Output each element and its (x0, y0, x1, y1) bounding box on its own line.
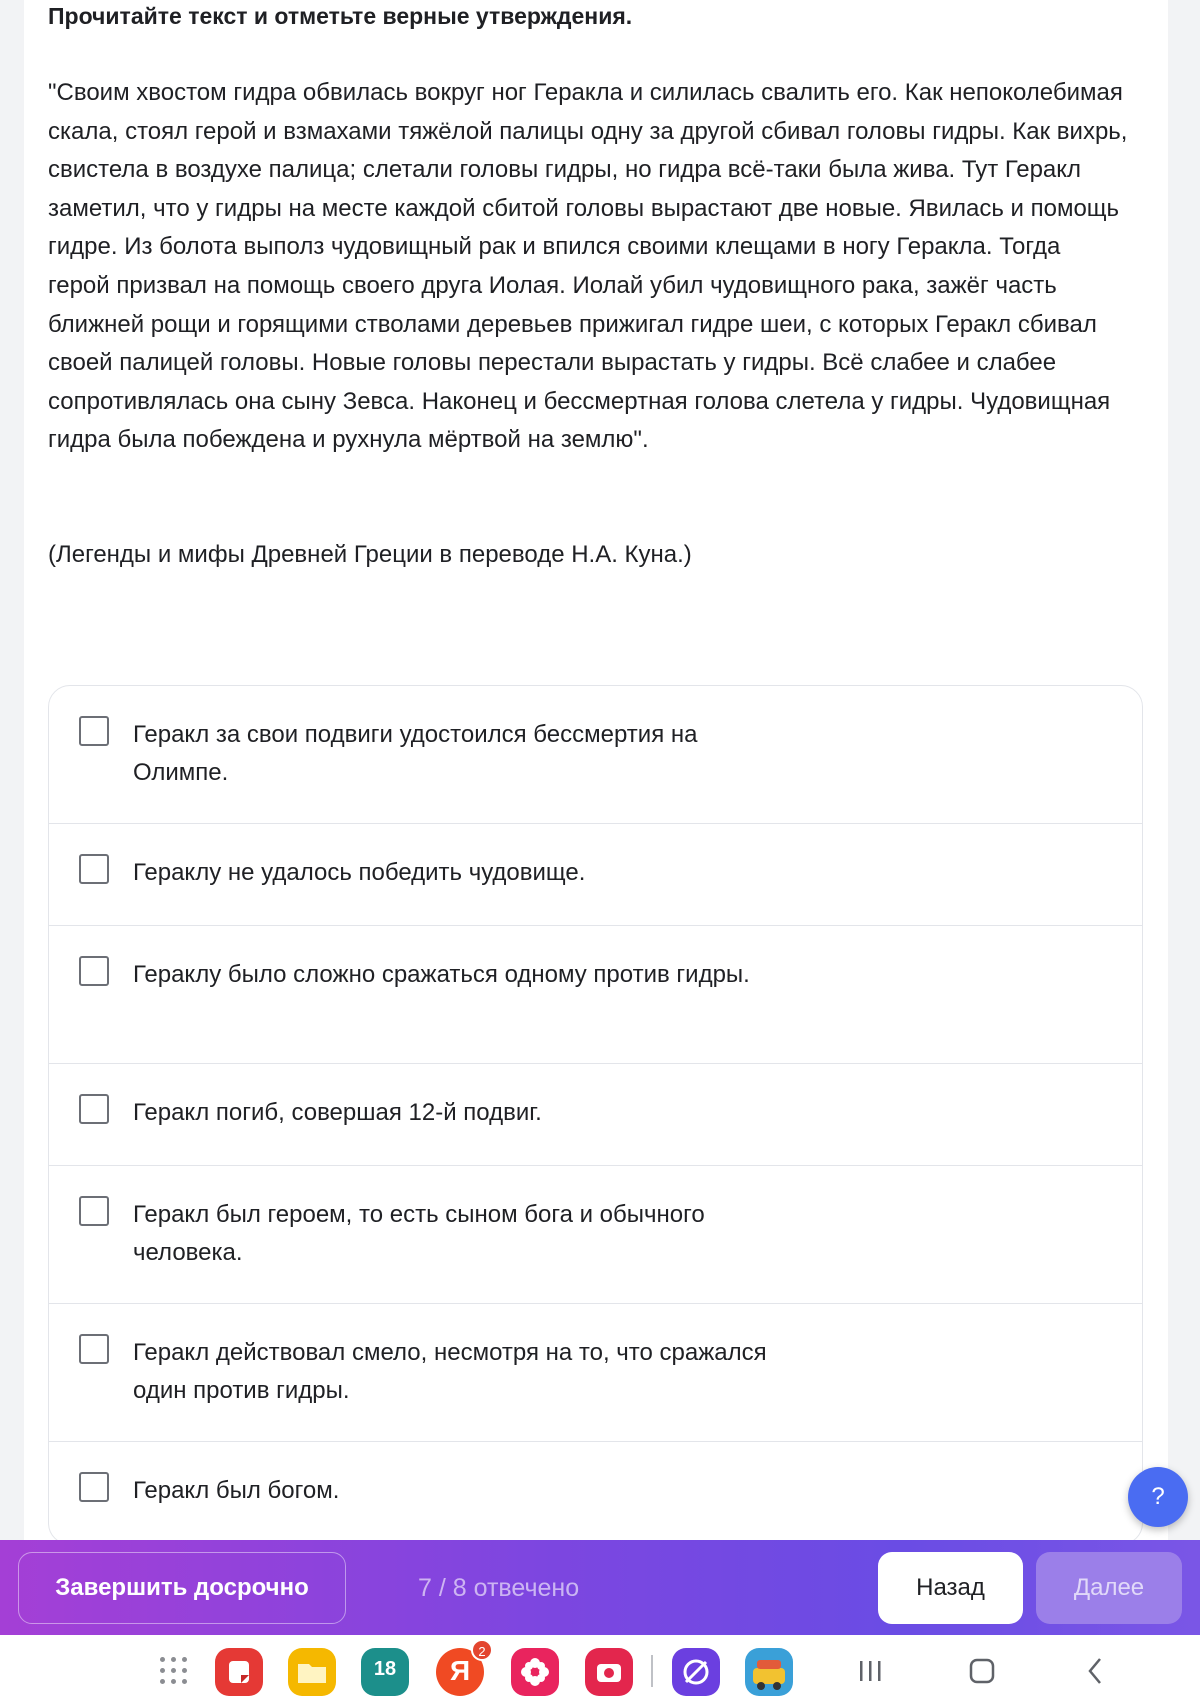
calendar-date: 18 (373, 1658, 397, 1680)
option-label: Геракл был героем, то есть сыном бога и обычного человека. (133, 1201, 705, 1266)
browser-app-icon[interactable] (672, 1648, 720, 1696)
finish-early-button[interactable]: Завершить досрочно (18, 1552, 346, 1624)
calendar-app-icon[interactable] (361, 1648, 409, 1696)
back-icon[interactable] (1078, 1653, 1114, 1689)
game-app-icon[interactable] (745, 1648, 793, 1696)
option-item[interactable] (49, 686, 1142, 824)
notes-app-icon[interactable] (215, 1648, 263, 1696)
option-item[interactable] (49, 926, 1142, 1064)
progress-counter: 7 / 8 отвечено (418, 1574, 580, 1602)
yandex-letter: Я (449, 1655, 471, 1686)
option-item[interactable] (49, 1064, 1142, 1166)
recents-icon[interactable] (852, 1653, 888, 1689)
checkbox[interactable] (79, 1196, 109, 1226)
next-button[interactable]: Далее (1036, 1552, 1182, 1624)
home-icon[interactable] (964, 1653, 1000, 1689)
checkbox[interactable] (79, 1094, 109, 1124)
option-item[interactable] (49, 1166, 1142, 1304)
option-item[interactable] (49, 1304, 1142, 1442)
help-button[interactable]: ? (1128, 1467, 1188, 1527)
option-label: Гераклу было сложно сражаться одному против гидры. (133, 961, 750, 988)
bottom-action-bar (0, 1540, 1200, 1635)
dock-separator (651, 1655, 653, 1687)
checkbox[interactable] (79, 854, 109, 884)
files-app-icon[interactable] (288, 1648, 336, 1696)
flower-app-icon[interactable] (511, 1648, 559, 1696)
checkbox[interactable] (79, 1472, 109, 1502)
camera-app-icon[interactable] (585, 1648, 633, 1696)
option-label: Геракл за свои подвиги удостоился бессмертия на Олимпе. (133, 721, 698, 786)
checkbox[interactable] (79, 1334, 109, 1364)
option-label: Геракл действовал смело, несмотря на то, что сражался один против гидры. (133, 1339, 767, 1404)
option-label: Гераклу не удалось победить чудовище. (133, 859, 586, 886)
back-button[interactable]: Назад (878, 1552, 1023, 1624)
option-item[interactable] (49, 824, 1142, 926)
option-label: Геракл был богом. (133, 1477, 340, 1504)
app-grid-icon[interactable] (160, 1657, 188, 1685)
option-item[interactable] (49, 1442, 1142, 1544)
option-label: Геракл погиб, совершая 12-й подвиг. (133, 1099, 542, 1126)
checkbox[interactable] (79, 956, 109, 986)
system-nav-bar (0, 1635, 1200, 1706)
options-list (48, 685, 1143, 1545)
notification-badge: 2 (471, 1639, 493, 1661)
task-title: Прочитайте текст и отметьте верные утверждения. (48, 3, 633, 29)
passage-text: "Своим хвостом гидра обвилась вокруг ног Геракла и силилась свалить его. Как непоколебимая скала, стоял герой и взмахами тяжёлой палицы одну за другой сбивал головы гидры. Как вихрь, свистела в воздухе палица; слетали головы гидры, но гидра всё-таки была жива. Тут Геракл заметил, что у гидры на месте каждой сбитой головы вырастают две новые. Явилась и помощь гидре. Из болота выполз чудовищный рак и впился своими клещами в ногу Геракла. Тогда герой призвал на помощь своего друга Иолая. Иолай убил чудовищного рака, зажёг часть ближней рощи и горящими стволами деревьев прижигал гидре шеи, с которых Геракл сбивал своей палицей головы. Новые головы перестали вырастать у гидры. Всё слабее и слабее сопротивлялась она сыну Зевса. Наконец и бессмертная голова слетела у гидры. Чудовищная гидра была побеждена и рухнула мёртвой на землю". (48, 79, 1128, 454)
passage-source: (Легенды и мифы Древней Греции в переводе Н.А. Куна.) (48, 541, 692, 568)
checkbox[interactable] (79, 716, 109, 746)
